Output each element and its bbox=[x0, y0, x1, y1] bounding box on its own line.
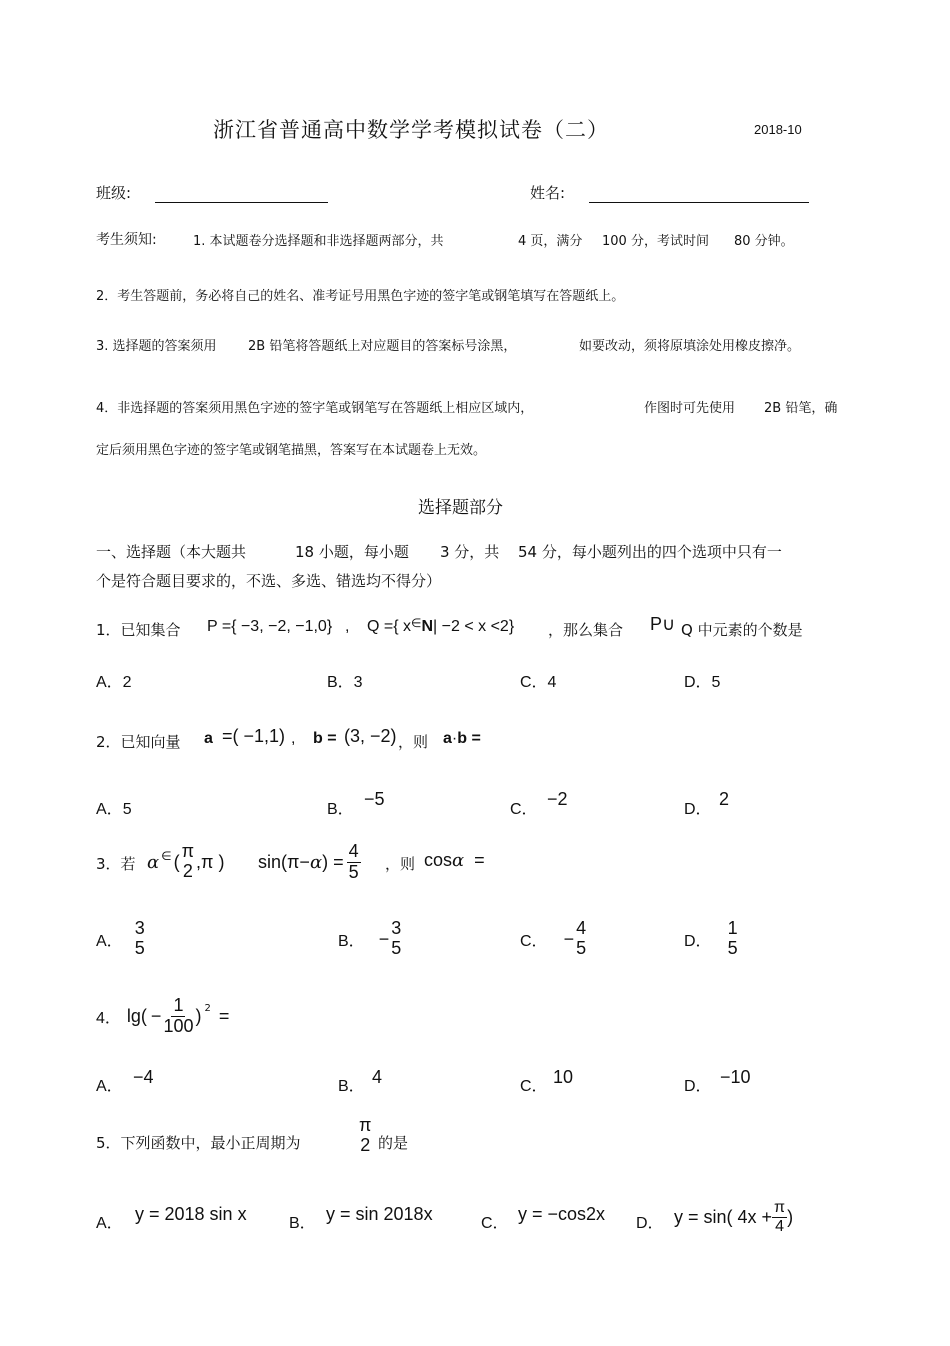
notice-item1: 1. 本试题卷分选择题和非选择题两部分，共 bbox=[193, 234, 444, 249]
q2-then: ，则 bbox=[398, 733, 429, 751]
q3-sine-equation: sin(π− α ) = $\frac{4}{5}$ bbox=[258, 840, 359, 882]
notice-item3a: 3. 选择题的答案须用 bbox=[96, 339, 217, 354]
notice-item1-time: 80 分钟。 bbox=[734, 234, 794, 249]
class-field-line[interactable] bbox=[155, 202, 328, 203]
q3-option-d-frac: 1 5 bbox=[727, 918, 738, 958]
q4-option-d-label[interactable]: D． bbox=[684, 1078, 712, 1095]
section-title: 选择题部分 bbox=[418, 498, 503, 518]
q3-condition: α ∈ ( π 2 ,π ) bbox=[147, 841, 225, 881]
q2-vector-b: b = bbox=[313, 730, 337, 747]
q5-pi-over-4: $\frac{\pi}{4}$ bbox=[774, 1198, 786, 1235]
q5-option-b-label[interactable]: B． bbox=[289, 1215, 316, 1232]
name-field-line[interactable] bbox=[589, 202, 809, 203]
q2-option-b-value: −5 bbox=[364, 789, 385, 809]
q3-option-c[interactable]: C． − 4 5 bbox=[520, 918, 587, 958]
q4-option-b-label[interactable]: B． bbox=[338, 1078, 365, 1095]
q1-number: 1．已知集合 bbox=[96, 621, 181, 639]
q5-option-c-label[interactable]: C． bbox=[481, 1215, 509, 1232]
notice-item4d: 定后须用黑色字迹的签字笔或钢笔描黑，答案写在本试题卷上无效。 bbox=[96, 443, 487, 458]
q2-option-a[interactable]: A．5 bbox=[96, 801, 132, 818]
q2-option-c-label[interactable]: C． bbox=[510, 801, 538, 818]
section-intro-1d: 54 分，每小题列出的四个选项中只有一 bbox=[518, 543, 782, 561]
q2-option-c-value: −2 bbox=[547, 789, 568, 809]
q3-number: 3．若 bbox=[96, 855, 136, 873]
q1-set-p: P ={ −3, −2, −1,0} bbox=[207, 618, 333, 635]
q2-number: 2．已知向量 bbox=[96, 733, 181, 751]
q1-option-a[interactable]: A．2 bbox=[96, 674, 132, 691]
q2-comma: , bbox=[291, 730, 296, 747]
notice-item3c: 如要改动，须将原填涂处用橡皮擦净。 bbox=[579, 339, 801, 354]
q4-option-a-value: −4 bbox=[133, 1067, 154, 1087]
q3-option-a-frac: 3 5 bbox=[134, 918, 145, 958]
q3-then: ，则 bbox=[385, 855, 416, 873]
q5-pi-over-2: π 2 bbox=[359, 1115, 372, 1155]
q5-option-a-value: y = 2018 sin x bbox=[135, 1204, 247, 1224]
q5-option-d-value: y = sin( 4x + $\frac{\pi}{4}$ ) bbox=[674, 1198, 794, 1235]
q2-option-d-label[interactable]: D． bbox=[684, 801, 712, 818]
q5-number: 5．下列函数中，最小正周期为 bbox=[96, 1134, 301, 1152]
q2-vector-b-value: (3, −2) bbox=[344, 726, 397, 746]
q5-option-a-label[interactable]: A． bbox=[96, 1215, 123, 1232]
q4-option-c-value: 10 bbox=[553, 1067, 574, 1087]
q1-end: Q 中元素的个数是 bbox=[681, 621, 803, 639]
q2-dot-product: a·b = bbox=[443, 730, 481, 747]
q3-option-a[interactable]: A． 3 5 bbox=[96, 918, 145, 958]
section-intro-2: 个是符合题目要求的，不选、多选、错选均不得分） bbox=[96, 572, 442, 590]
exam-date: 2018-10 bbox=[754, 122, 802, 137]
q3-pi-over-2: π 2 bbox=[181, 841, 195, 881]
q3-option-c-frac: 4 5 bbox=[576, 918, 587, 958]
q3-four-fifths: $\frac{4}{5}$ bbox=[348, 840, 359, 882]
section-intro-1b: 18 小题，每小题 bbox=[295, 543, 409, 561]
q1-option-c[interactable]: C．4 bbox=[520, 674, 557, 691]
page-title: 浙江省普通高中数学学考模拟试卷（二） bbox=[213, 118, 609, 142]
q2-vector-a: a bbox=[204, 730, 213, 747]
q3-option-b[interactable]: B． − 3 5 bbox=[338, 918, 402, 958]
q3-option-b-frac: 3 5 bbox=[391, 918, 402, 958]
q2-vector-a-value: =( −1,1) bbox=[222, 726, 286, 746]
q1-set-q: Q ={ x∈N| −2 < x <2} bbox=[367, 616, 515, 635]
q5-option-b-value: y = sin 2018x bbox=[326, 1204, 433, 1224]
q1-union: P∪ bbox=[650, 614, 676, 634]
q3-cos: cosα = bbox=[424, 850, 485, 871]
q1-comma: , bbox=[345, 618, 350, 635]
q4-option-a-label[interactable]: A． bbox=[96, 1078, 123, 1095]
class-label: 班级: bbox=[96, 184, 132, 202]
q4-option-d-value: −10 bbox=[720, 1067, 751, 1087]
q1-tail: ，那么集合 bbox=[548, 621, 624, 639]
q5-tail: 的是 bbox=[378, 1134, 409, 1152]
q2-option-d-value: 2 bbox=[719, 789, 730, 809]
notice-item2: 2．考生答题前，务必将自己的姓名、准考证号用黑色字迹的签字笔或钢笔填写在答题纸上。 bbox=[96, 289, 625, 304]
q4-option-b-value: 4 bbox=[372, 1067, 383, 1087]
q1-option-d[interactable]: D．5 bbox=[684, 674, 721, 691]
notice-item1-pages: 4 页，满分 bbox=[518, 234, 583, 249]
q5-option-c-value: y = −cos2x bbox=[518, 1204, 606, 1224]
q5-option-d-label[interactable]: D． bbox=[636, 1215, 664, 1232]
notice-item1-score: 100 分，考试时间 bbox=[602, 234, 709, 249]
q4-one-hundredth: $\frac{1}{100}$ bbox=[163, 994, 194, 1036]
section-intro-1a: 一、选择题（本大题共 bbox=[96, 543, 247, 561]
notice-item4c: 2B 铅笔，确 bbox=[764, 401, 838, 416]
notice-item4b: 作图时可先使用 bbox=[644, 401, 736, 416]
notice-label: 考生须知: bbox=[96, 232, 157, 248]
q3-option-d[interactable]: D． 1 5 bbox=[684, 918, 738, 958]
q4-option-c-label[interactable]: C． bbox=[520, 1078, 548, 1095]
q2-option-b-label[interactable]: B． bbox=[327, 801, 354, 818]
notice-item3b: 2B 铅笔将答题纸上对应题目的答案标号涂黑， bbox=[248, 339, 517, 354]
q4-expression: 4． lg( − $\frac{1}{100}$ ) 2 = bbox=[96, 994, 230, 1036]
notice-item4a: 4．非选择题的答案须用黑色字迹的签字笔或钢笔写在答题纸上相应区域内， bbox=[96, 401, 534, 416]
q1-option-b[interactable]: B．3 bbox=[327, 674, 363, 691]
section-intro-1c: 3 分，共 bbox=[440, 543, 500, 561]
name-label: 姓名: bbox=[530, 184, 566, 202]
